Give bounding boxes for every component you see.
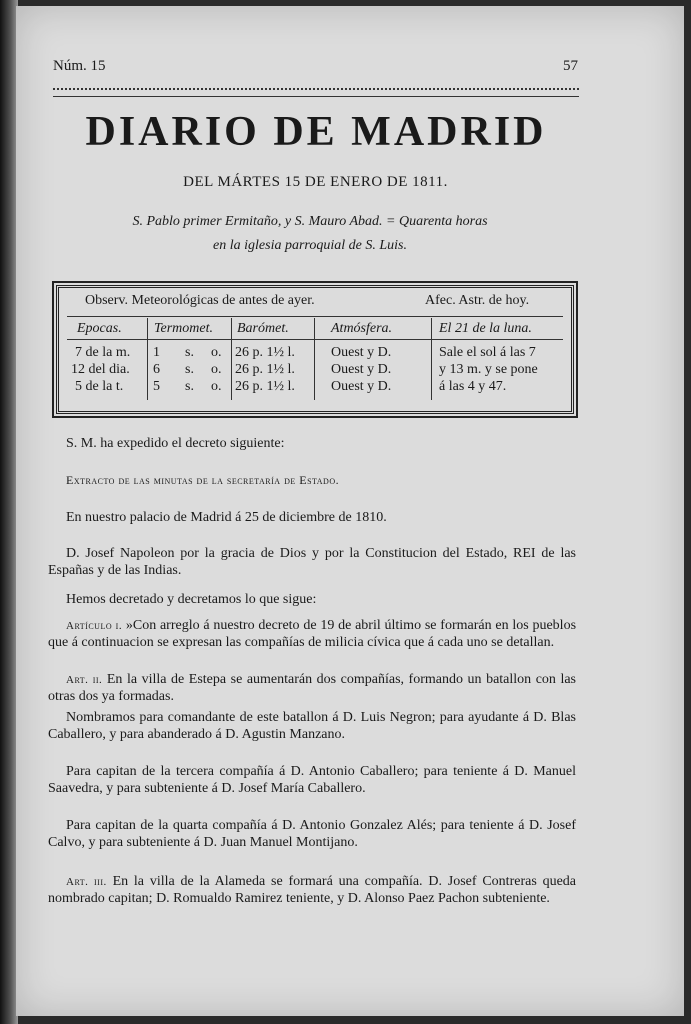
cell-termo-n: 6 bbox=[153, 362, 160, 377]
extract-title: Extracto de las minutas de la secretaría de Estado. bbox=[66, 473, 340, 487]
cell-barom: 26 p. 1½ l. bbox=[235, 379, 295, 394]
article-3-label: Art. iii. bbox=[66, 876, 107, 888]
cell-atmos: Ouest y D. bbox=[331, 345, 392, 360]
masthead-title: DIARIO DE MADRID bbox=[85, 109, 547, 155]
col-atmosfera: Atmósfera. bbox=[331, 321, 393, 336]
cell-termo-o: o. bbox=[211, 379, 222, 394]
cell-atmos: Ouest y D. bbox=[331, 379, 392, 394]
col-epocas: Epocas. bbox=[77, 321, 122, 336]
article-1-label: Artículo i. bbox=[66, 620, 123, 632]
weather-title-left: Observ. Meteorológicas de antes de ayer. bbox=[85, 293, 315, 308]
astro-line: Sale el sol á las 7 bbox=[439, 345, 536, 360]
article-1 bbox=[48, 618, 576, 651]
col-divider bbox=[314, 318, 315, 400]
article-2 bbox=[48, 672, 576, 705]
table-rule-header bbox=[67, 339, 563, 340]
date-line: DEL MÁRTES 15 DE ENERO DE 1811. bbox=[183, 174, 448, 190]
article-3-text: En la villa de la Alameda se formará una compañía. D. Josef Contreras queda nombrado capitan; D. Romualdo Ramirez teniente, y D. Alonso Paez Pachon subteniente. bbox=[48, 874, 577, 906]
cell-epoca: 5 de la t. bbox=[75, 379, 124, 394]
cell-barom: 26 p. 1½ l. bbox=[235, 345, 295, 360]
astro-line: á las 4 y 47. bbox=[439, 379, 507, 394]
table-rule-top bbox=[67, 316, 563, 317]
cell-atmos: Ouest y D. bbox=[331, 362, 392, 377]
paragraph-third-company: Para capitan de la tercera compañía á D. Antonio Caballero; para teniente á D. Manuel Saavedra, y para subteniente á D. Josef María Caballero. bbox=[48, 764, 576, 796]
col-baromet: Barómet. bbox=[237, 321, 289, 336]
cell-termo-o: o. bbox=[211, 345, 222, 360]
cell-epoca: 7 de la m. bbox=[75, 345, 131, 360]
cell-barom: 26 p. 1½ l. bbox=[235, 362, 295, 377]
king-title: D. Josef Napoleon por la gracia de Dios y por la Constitucion del Estado, REI de las Españas y de las Indias. bbox=[48, 546, 576, 578]
decree-formula: Hemos decretado y decretamos lo que sigue: bbox=[66, 592, 317, 607]
decree-intro: S. M. ha expedido el decreto siguiente: bbox=[66, 436, 285, 451]
page-number: 57 bbox=[563, 58, 578, 74]
place-date: En nuestro palacio de Madrid á 25 de diciembre de 1810. bbox=[66, 510, 387, 525]
weather-title-right: Afec. Astr. de hoy. bbox=[425, 293, 530, 308]
saints-line-2: en la iglesia parroquial de S. Luis. bbox=[213, 238, 407, 253]
col-luna: El 21 de la luna. bbox=[439, 321, 532, 336]
col-termomet: Termomet. bbox=[154, 321, 213, 336]
cell-termo-n: 5 bbox=[153, 379, 160, 394]
article-2-text: En la villa de Estepa se aumentarán dos compañías, formando un batallon con las otras dos ya formadas. bbox=[48, 672, 577, 704]
article-1-text: »Con arreglo á nuestro decreto de 19 de abril último se formarán en los pueblos que á continuacion se expresan las compañías de milicia cívica que á cada uno se detallan. bbox=[48, 618, 577, 650]
col-divider bbox=[231, 318, 232, 400]
col-divider bbox=[147, 318, 148, 400]
cell-termo-s: s. bbox=[185, 362, 194, 377]
weather-table bbox=[56, 285, 574, 414]
article-2-label: Art. ii. bbox=[66, 674, 103, 686]
col-divider bbox=[431, 318, 432, 400]
saints-line-1: S. Pablo primer Ermitaño, y S. Mauro Abad. = Quarenta horas bbox=[132, 214, 488, 229]
cell-epoca: 12 del dia. bbox=[71, 362, 130, 377]
paragraph-fourth-company: Para capitan de la quarta compañía á D. Antonio Gonzalez Alés; para teniente á D. Josef Calvo, y para subteniente á D. Juan Manuel Montijano. bbox=[48, 818, 576, 850]
paragraph-commander: Nombramos para comandante de este batallon á D. Luis Negron; para ayudante á D. Blas Caballero, y para abanderado á D. Agustin Manzano. bbox=[48, 710, 576, 742]
cell-termo-s: s. bbox=[185, 345, 194, 360]
cell-termo-s: s. bbox=[185, 379, 194, 394]
saints-of-the-day bbox=[60, 210, 560, 258]
astro-line: y 13 m. y se pone bbox=[439, 362, 538, 377]
cell-termo-o: o. bbox=[211, 362, 222, 377]
cell-termo-n: 1 bbox=[153, 345, 160, 360]
issue-number: Núm. 15 bbox=[53, 58, 106, 74]
article-3 bbox=[48, 874, 576, 907]
header-rule bbox=[53, 88, 579, 97]
